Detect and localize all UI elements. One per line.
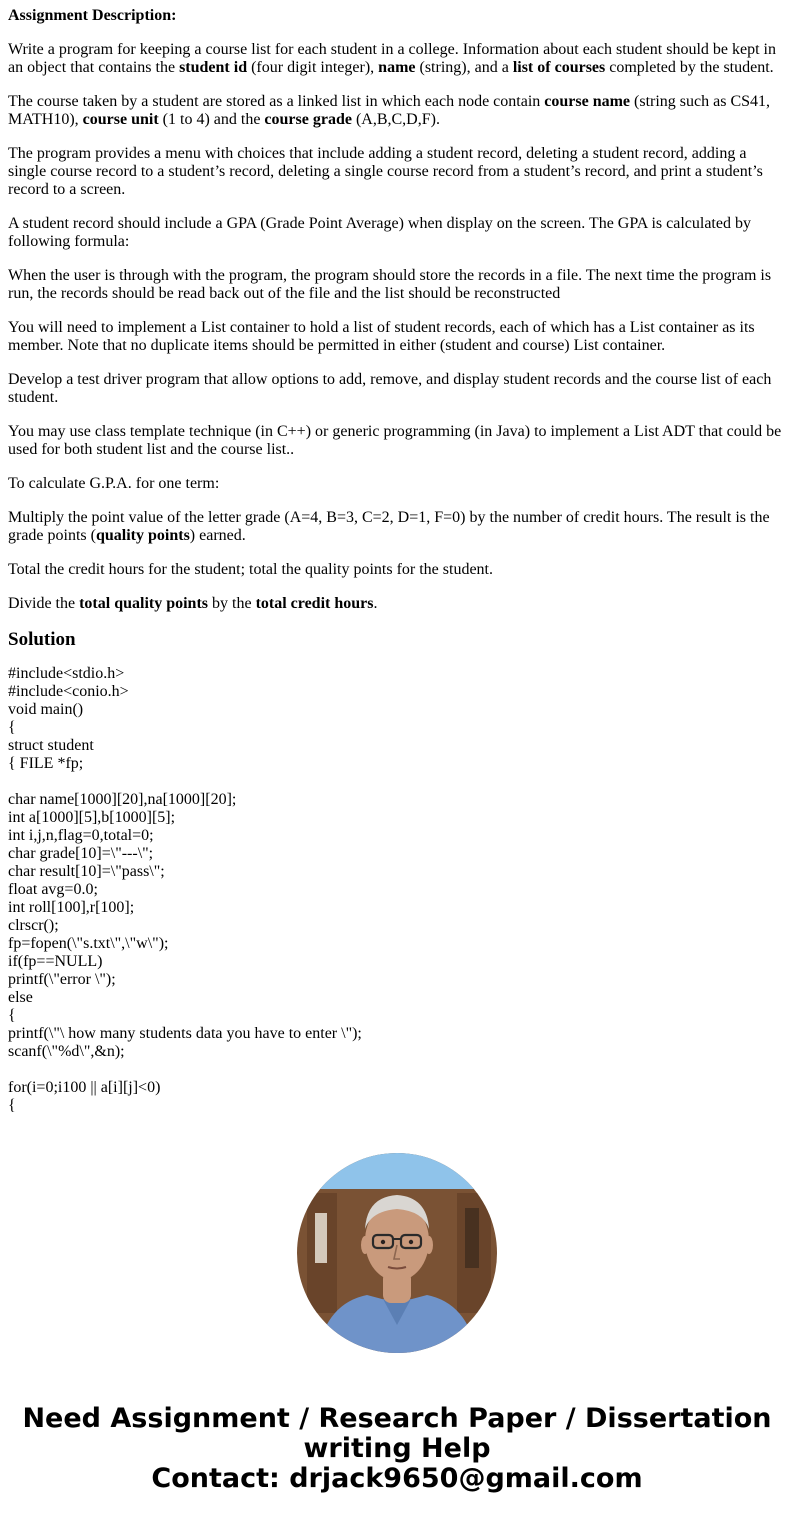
code-line: char grade[10]=\"---\"; xyxy=(8,845,154,862)
description-paragraph xyxy=(8,145,786,199)
paragraph-text: (string such as CS41, MATH10), xyxy=(8,93,771,128)
paragraph-text: You will need to implement a List container to hold a list of student records, each of which has a List container as its member. Note that no duplicate items should be permitted in either (student and course) List container. xyxy=(8,319,755,354)
code-line xyxy=(8,773,786,791)
code-line: else xyxy=(8,989,33,1006)
solution-heading: Solution xyxy=(8,629,76,650)
code-line: { FILE *fp; xyxy=(8,755,84,772)
description-paragraph xyxy=(8,509,786,545)
code-line: if(fp==NULL) xyxy=(8,953,103,970)
code-line: int a[1000][5],b[1000][5]; xyxy=(8,809,176,826)
paragraph-text: When the user is through with the program, the program should store the records in a file. The next time the program is run, the records should be read back out of the file and the list should be reconstructed xyxy=(8,267,772,302)
paragraph-text: Develop a test driver program that allow options to add, remove, and display student records and the course list of each student. xyxy=(8,371,772,406)
bold-term: total quality points xyxy=(79,595,209,612)
paragraph-text: (1 to 4) and the xyxy=(158,111,265,128)
code-line: int roll[100],r[100]; xyxy=(8,899,135,916)
paragraph-text: (A,B,C,D,F). xyxy=(351,111,440,128)
code-line: printf(\"\ how many students data you have to enter \"); xyxy=(8,1025,362,1042)
description-paragraph xyxy=(8,561,786,579)
bold-term: name xyxy=(378,59,416,76)
paragraph-text: Write a program for keeping a course list for each student in a college. Information about each student should be kept in an object that contains the xyxy=(8,41,776,76)
paragraph-text: Multiply the point value of the letter grade (A=4, B=3, C=2, D=1, F=0) by the number of credit hours. The result is the grade points ( xyxy=(8,509,770,544)
paragraph-text: The program provides a menu with choices that include adding a student record, deleting a student record, adding a single course record to a student’s record, deleting a single course record from a student’s record, and print a student’s record to a screen. xyxy=(8,145,763,198)
code-line: char result[10]=\"pass\"; xyxy=(8,863,165,880)
code-line xyxy=(8,1061,786,1079)
paragraph-text: by the xyxy=(208,595,256,612)
assignment-description xyxy=(8,41,786,613)
code-line: printf(\"error \"); xyxy=(8,971,116,988)
description-paragraph xyxy=(8,475,786,493)
description-paragraph xyxy=(8,41,786,77)
banner-line-1: Need Assignment / Research Paper / Dissertation xyxy=(22,1403,772,1434)
description-paragraph xyxy=(8,595,786,613)
paragraph-text: Divide the xyxy=(8,595,80,612)
paragraph-text: To calculate G.P.A. for one term: xyxy=(8,475,220,492)
code-line: struct student xyxy=(8,737,94,754)
code-line: void main() xyxy=(8,701,84,718)
paragraph-text: . xyxy=(373,595,378,612)
code-line: float avg=0.0; xyxy=(8,881,98,898)
bold-term: course grade xyxy=(264,111,352,128)
bold-term: total credit hours xyxy=(255,595,374,612)
paragraph-text: Total the credit hours for the student; total the quality points for the student. xyxy=(8,561,493,578)
author-portrait-photo xyxy=(297,1153,497,1353)
paragraph-text: (string), and a xyxy=(415,59,513,76)
code-line: { xyxy=(8,719,16,736)
assignment-heading: Assignment Description: xyxy=(8,7,177,24)
document-body xyxy=(8,7,786,1115)
description-paragraph xyxy=(8,215,786,251)
bold-term: course name xyxy=(544,93,631,110)
paragraph-text: The course taken by a student are stored as a linked list in which each node contain xyxy=(8,93,545,110)
paragraph-text: A student record should include a GPA (Grade Point Average) when display on the screen. The GPA is calculated by following formula: xyxy=(8,215,751,250)
bold-term: quality points xyxy=(95,527,190,544)
code-line: for(i=0;i100 || a[i][j]<0) xyxy=(8,1079,161,1096)
code-line: scanf(\"%d\",&n); xyxy=(8,1043,125,1060)
paragraph-text: ) earned. xyxy=(189,527,246,544)
promo-banner xyxy=(0,1404,794,1494)
paragraph-text: completed by the student. xyxy=(605,59,774,76)
banner-line-2: writing Help xyxy=(303,1433,491,1464)
code-line: clrscr(); xyxy=(8,917,59,934)
description-paragraph xyxy=(8,319,786,355)
description-paragraph xyxy=(8,93,786,129)
code-line: #include<stdio.h> xyxy=(8,665,125,682)
bold-term: list of courses xyxy=(512,59,606,76)
banner-contact-email: Contact: drjack9650@gmail.com xyxy=(151,1463,643,1494)
code-line: #include<conio.h> xyxy=(8,683,129,700)
bold-term: course unit xyxy=(82,111,159,128)
portrait-illustration xyxy=(297,1153,497,1353)
description-paragraph xyxy=(8,371,786,407)
code-line: fp=fopen(\"s.txt\",\"w\"); xyxy=(8,935,169,952)
bold-term: student id xyxy=(179,59,248,76)
description-paragraph xyxy=(8,423,786,459)
paragraph-text: You may use class template technique (in C++) or generic programming (in Java) to implement a List ADT that could be used for both student list and the course list.. xyxy=(8,423,782,458)
solution-code-block xyxy=(8,665,786,1115)
paragraph-text: (four digit integer), xyxy=(247,59,379,76)
code-line: { xyxy=(8,1097,16,1114)
code-line: int i,j,n,flag=0,total=0; xyxy=(8,827,154,844)
code-line: char name[1000][20],na[1000][20]; xyxy=(8,791,237,808)
description-paragraph xyxy=(8,267,786,303)
code-line: { xyxy=(8,1007,16,1024)
